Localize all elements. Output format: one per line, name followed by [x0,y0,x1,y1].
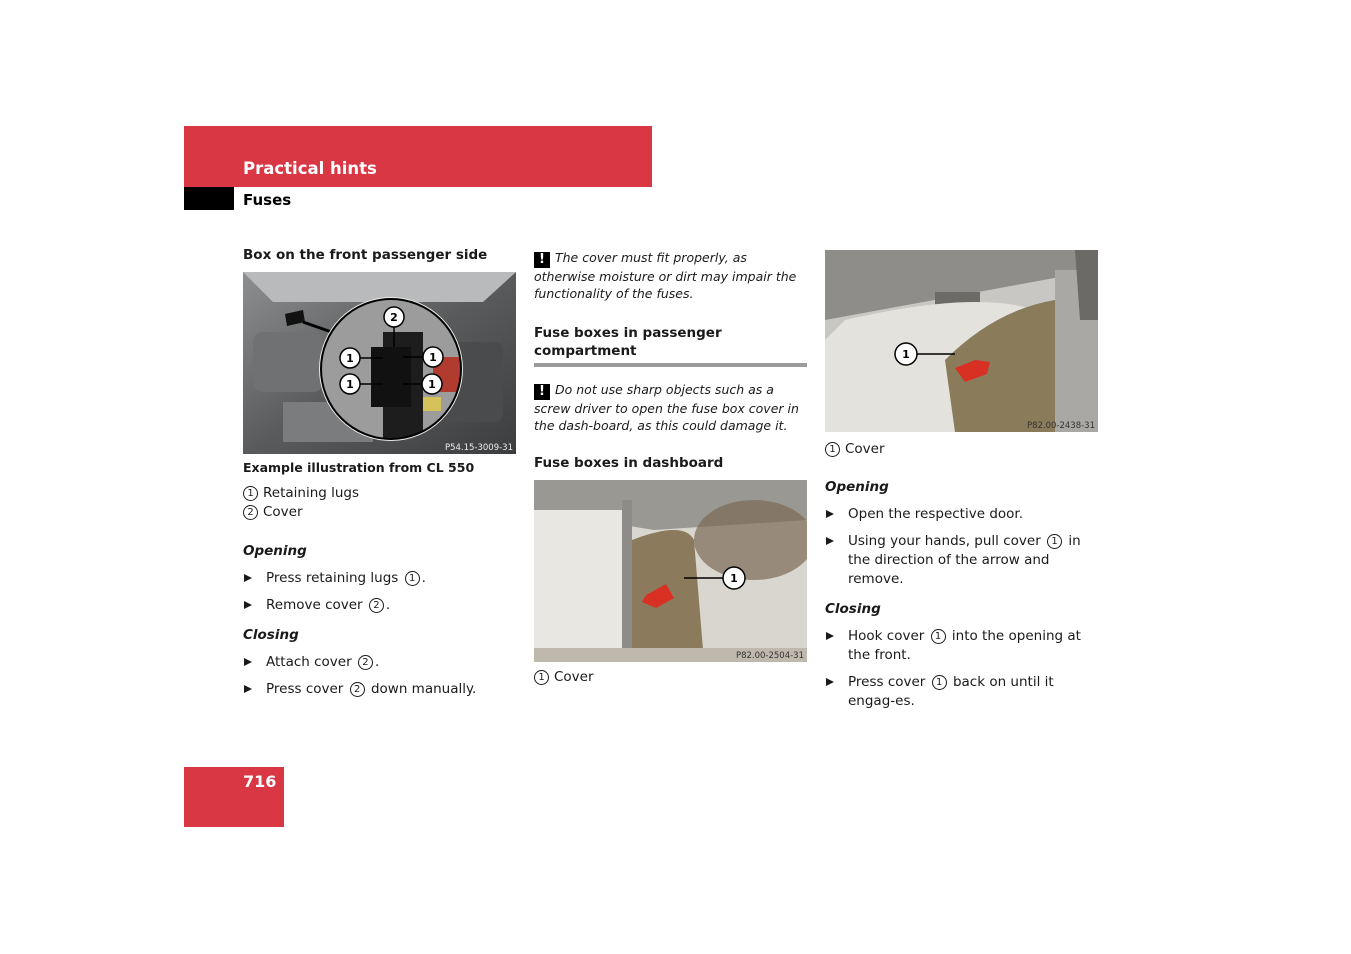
closing-title: Closing [825,601,881,617]
chapter-title: Practical hints [243,159,377,178]
legend-item: 1 Cover [534,668,807,687]
section-marker [184,187,234,210]
page-number: 716 [243,772,277,791]
step-item: Hook cover 1 into the opening at the front. [825,627,1098,665]
warning-note: ! Do not use sharp objects such as a screw driver to open the fuse box cover in the dash-board, as this could damage it. [534,382,799,433]
step-item: Using your hands, pull cover 1 in the direction of the arrow and remove. [825,532,1098,589]
bullet-triangle-icon [244,658,252,666]
bullet-triangle-icon [244,685,252,693]
svg-text:1: 1 [902,348,910,361]
heading-front-passenger-box: Box on the front passenger side [243,247,488,263]
legend-item: 1 Retaining lugs [243,484,516,503]
bullet-triangle-icon [826,510,834,518]
opening-title: Opening [243,543,307,559]
warning-note: ! The cover must fit properly, as otherwise moisture or dirt may impair the functionality of the fuses. [534,250,797,301]
step-item: Press cover 1 back on until it engag-es. [825,673,1098,711]
bullet-triangle-icon [826,537,834,545]
image-code: P82.00-2504-31 [735,651,804,661]
step-item: Press cover 2 down manually. [243,680,516,699]
svg-text:1: 1 [730,572,738,585]
svg-text:1: 1 [428,378,436,391]
svg-text:1: 1 [429,351,437,364]
engine-fuse-box-image [243,272,516,454]
heading-passenger-compartment: Fuse boxes in passenger compartment [534,324,807,367]
svg-text:2: 2 [390,311,398,324]
legend-item: 2 Cover [243,503,516,522]
step-item: Open the respective door. [825,505,1098,524]
bullet-triangle-icon [826,678,834,686]
warning-icon: ! [534,384,550,400]
heading-dashboard: Fuse boxes in dashboard [534,455,724,471]
step-item: Remove cover 2 . [243,596,516,615]
column-3 [825,250,1098,719]
image-code: P82.00-2438-31 [1026,421,1095,431]
side-fuse-box-image [825,250,1098,432]
bullet-triangle-icon [826,632,834,640]
svg-text:1: 1 [346,352,354,365]
image-caption: Example illustration from CL 550 [243,460,475,475]
column-1 [243,246,516,707]
image-code: P54.15-3009-31 [444,443,513,453]
section-title: Fuses [243,191,292,209]
column-2 [534,246,807,687]
svg-text:1: 1 [346,378,354,391]
bullet-triangle-icon [244,574,252,582]
step-item: Attach cover 2 . [243,653,516,672]
dashboard-fuse-box-image [534,480,807,662]
bullet-triangle-icon [244,601,252,609]
warning-icon: ! [534,252,550,268]
opening-title: Opening [825,479,889,495]
legend-item: 1 Cover [825,440,1098,459]
closing-title: Closing [243,627,299,643]
step-item: Press retaining lugs 1 . [243,569,516,588]
